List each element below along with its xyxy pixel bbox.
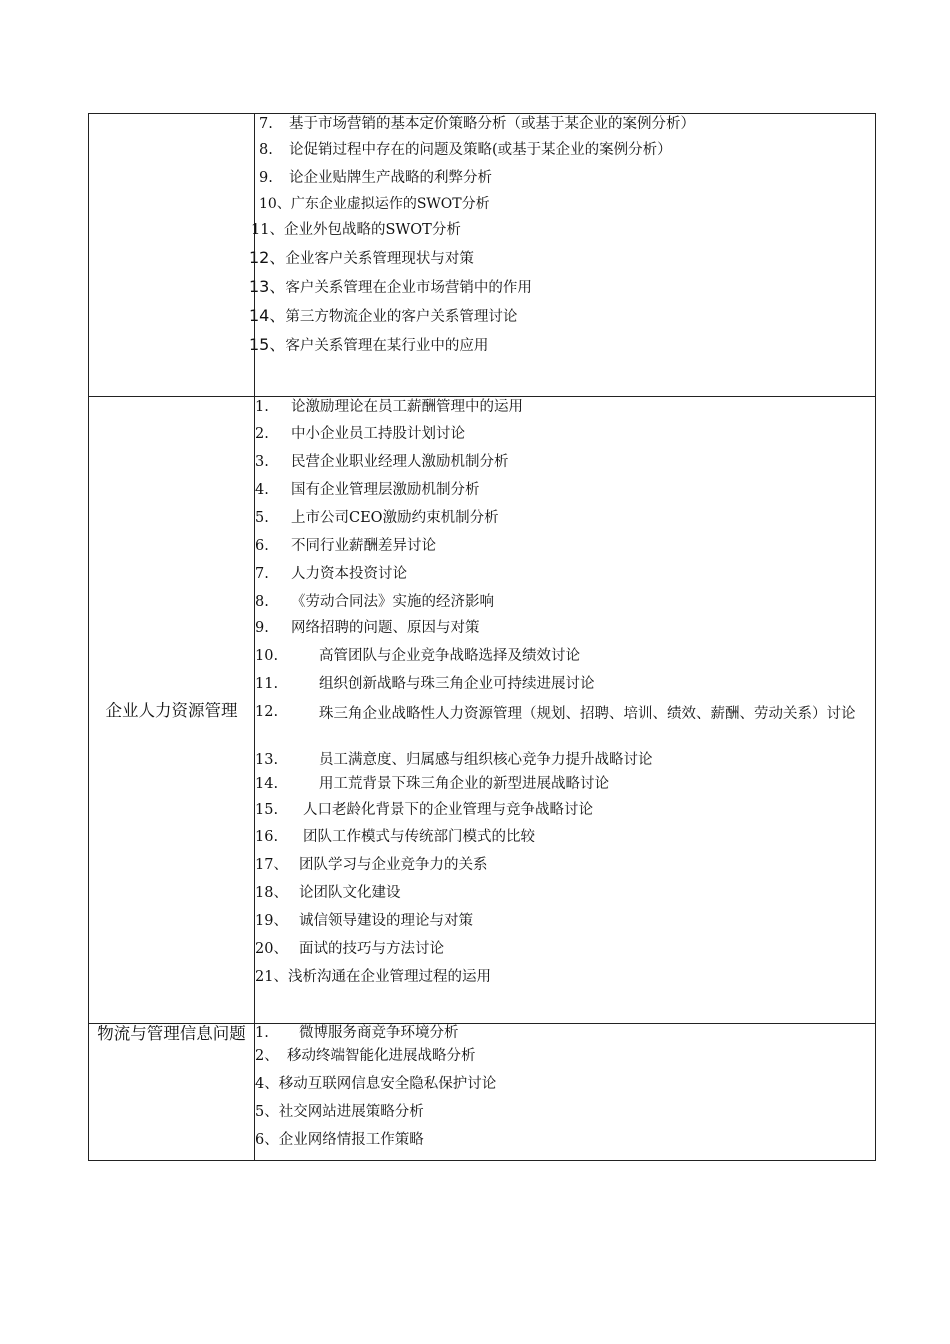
list-item: 7. 人力资本投资讨论 [255, 566, 407, 582]
list-item: 12、企业客户关系管理现状与对策 [249, 248, 474, 267]
list-item: 5、社交网站进展策略分析 [255, 1104, 424, 1120]
category-label: 企业人力资源管理 [105, 700, 238, 720]
list-item: 19、 诚信领导建设的理论与对策 [255, 913, 473, 929]
list-item: 21、浅析沟通在企业管理过程的运用 [255, 969, 491, 985]
list-item: 18、 论团队文化建设 [255, 885, 401, 901]
list-item: 15、客户关系管理在某行业中的应用 [249, 335, 489, 354]
list-item: 4、移动互联网信息安全隐私保护讨论 [255, 1076, 497, 1092]
list-item: 13、客户关系管理在企业市场营销中的作用 [249, 277, 532, 296]
items-cell-marketing [249, 114, 876, 397]
list-item: 9. 网络招聘的问题、原因与对策 [255, 620, 480, 636]
list-item: 3. 民营企业职业经理人激励机制分析 [255, 454, 509, 470]
list-item: 2. 中小企业员工持股计划讨论 [255, 426, 465, 442]
list-item: 9. 论企业贴牌生产战略的利弊分析 [259, 170, 492, 186]
list-item: 16. 团队工作模式与传统部门模式的比较 [255, 829, 535, 845]
list-item: 12. 珠三角企业战略性人力资源管理（规划、招聘、培训、绩效、薪酬、劳动关系）讨论 [255, 704, 856, 722]
list-item: 10、广东企业虚拟运作的SWOT分析 [259, 196, 490, 212]
list-item: 17、 团队学习与企业竞争力的关系 [255, 857, 488, 873]
list-item: 20、 面试的技巧与方法讨论 [255, 941, 444, 957]
list-item: 10. 高管团队与企业竞争战略选择及绩效讨论 [255, 648, 580, 664]
list-item: 5. 上市公司CEO激励约束机制分析 [255, 510, 499, 526]
list-item: 4. 国有企业管理层激励机制分析 [255, 482, 480, 498]
list-item: 7. 基于市场营销的基本定价策略分析（或基于某企业的案例分析） [259, 116, 695, 132]
table-row-logistics [89, 1024, 876, 1161]
table-row-hr [89, 397, 876, 1024]
list-item: 14、第三方物流企业的客户关系管理讨论 [249, 306, 518, 325]
list-item: 14. 用工荒背景下珠三角企业的新型进展战略讨论 [255, 776, 609, 792]
list-item: 8. 论促销过程中存在的问题及策略(或基于某企业的案例分析） [259, 142, 672, 158]
list-item: 2、 移动终端智能化进展战略分析 [255, 1048, 476, 1064]
table-row-marketing [89, 114, 876, 397]
list-item: 11. 组织创新战略与珠三角企业可持续进展讨论 [255, 676, 595, 692]
items-cell-hr [255, 397, 876, 1024]
topic-table [88, 113, 876, 1161]
category-cell-empty [89, 114, 255, 397]
list-item: 11、企业外包战略的SWOT分析 [251, 222, 461, 238]
items-cell-logistics [255, 1024, 876, 1161]
list-item: 15. 人口老龄化背景下的企业管理与竞争战略讨论 [255, 802, 593, 818]
list-item: 1. 论激励理论在员工薪酬管理中的运用 [255, 399, 523, 415]
list-item: 6. 不同行业薪酬差异讨论 [255, 538, 436, 554]
category-label: 物流与管理信息问题 [97, 1024, 246, 1043]
list-item: 1. 微博服务商竞争环境分析 [255, 1025, 459, 1041]
list-item: 6、企业网络情报工作策略 [255, 1132, 424, 1148]
list-item: 8. 《劳动合同法》实施的经济影响 [255, 594, 494, 610]
category-cell-logistics [89, 1024, 255, 1161]
category-cell-hr [89, 397, 255, 1024]
list-item: 13. 员工满意度、归属感与组织核心竞争力提升战略讨论 [255, 752, 653, 768]
